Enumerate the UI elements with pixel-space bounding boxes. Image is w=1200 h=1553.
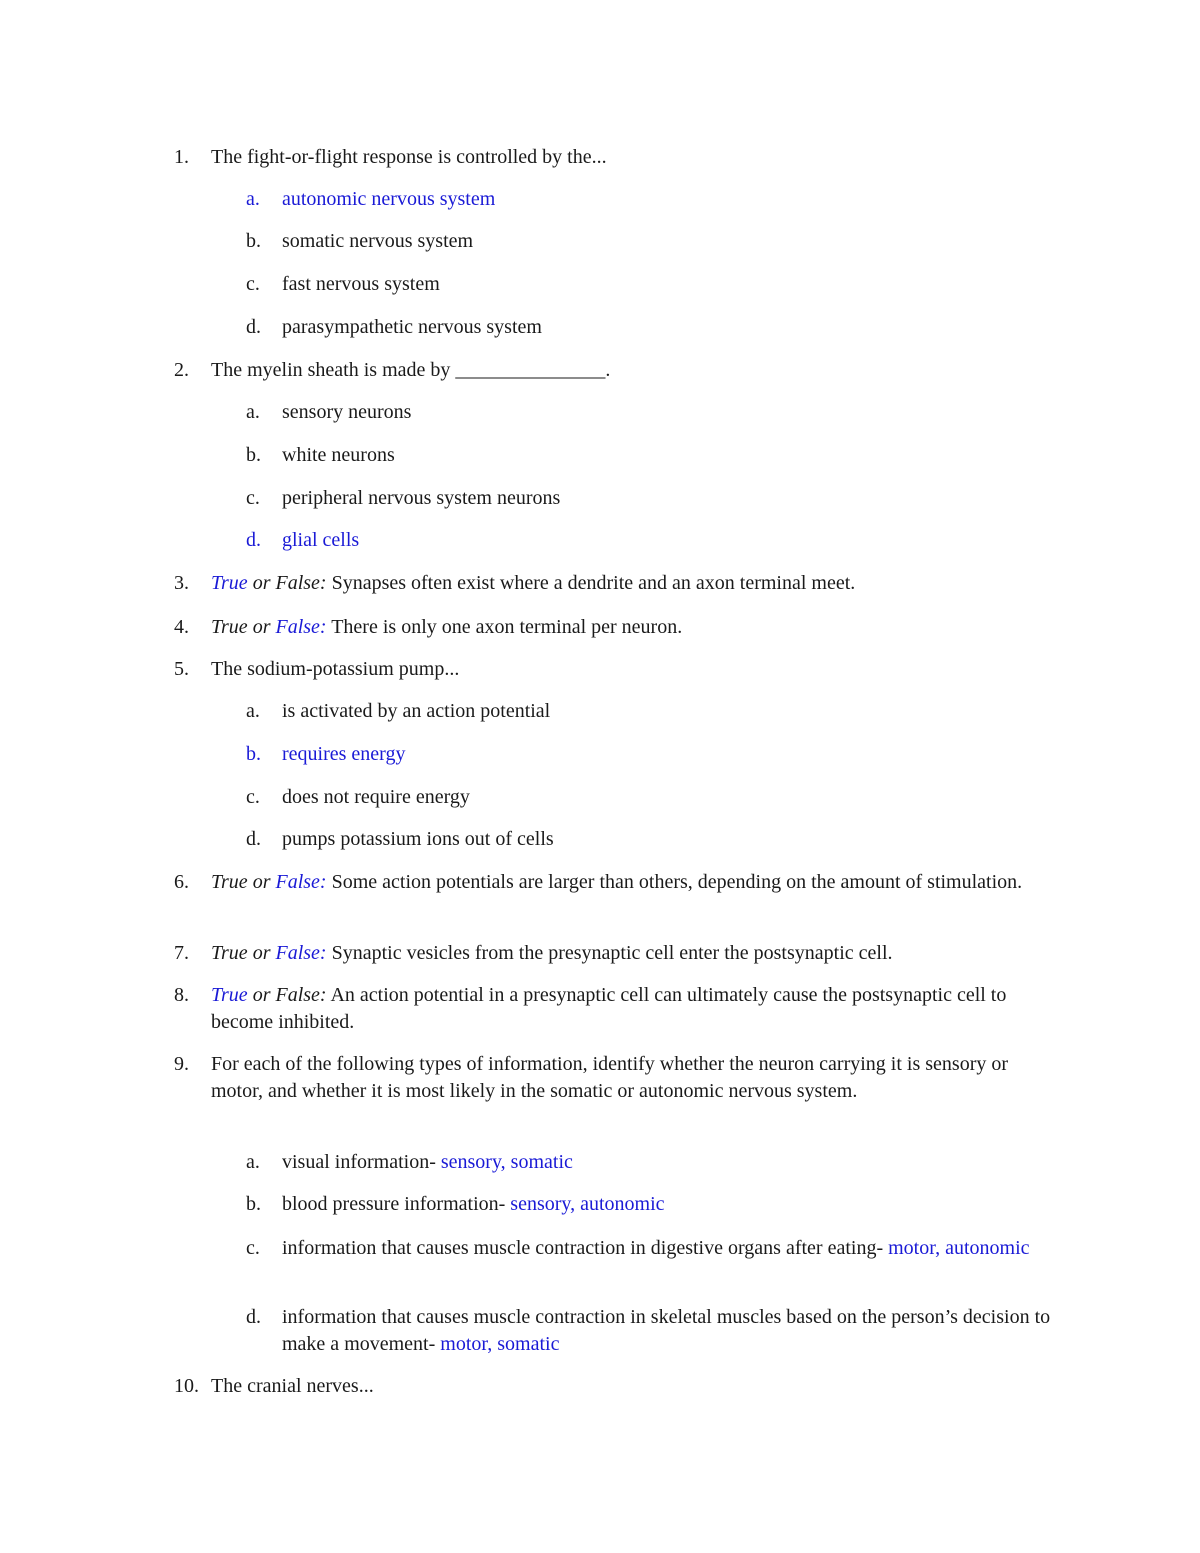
- option-letter: d.: [246, 316, 261, 338]
- question-number: 1.: [174, 146, 189, 168]
- option-letter: c.: [246, 786, 260, 808]
- question-text: For each of the following types of information, identify whether the neuron carrying it is sensory or motor, and whether it is most likely in the somatic or autonomic nervous system.: [211, 1053, 1009, 1102]
- option-9d: [246, 1304, 1076, 1358]
- true-label: True: [211, 572, 248, 594]
- question-9: [174, 1051, 1074, 1105]
- option-letter: d.: [246, 529, 261, 551]
- question-8: [174, 982, 1074, 1036]
- question-2: [174, 357, 1074, 384]
- question-text: [211, 869, 1061, 896]
- option-text: somatic nervous system: [282, 230, 474, 252]
- option-9b: [246, 1191, 1076, 1218]
- true-label: True: [211, 871, 248, 893]
- statement-text: There is only one axon terminal per neuron.: [326, 616, 683, 638]
- false-label: False:: [275, 616, 327, 638]
- option-text: [282, 1235, 1072, 1262]
- or-label: or: [247, 616, 276, 638]
- option-prompt: information that causes muscle contraction in digestive organs after eating-: [282, 1237, 889, 1259]
- question-number: 6.: [174, 871, 189, 893]
- option-text: [282, 1149, 1072, 1176]
- option-prompt: information that causes muscle contraction in skeletal muscles based on the person’s decision to make a movement-: [282, 1306, 1051, 1355]
- option-5b: [246, 741, 1076, 768]
- option-letter: c.: [246, 487, 260, 509]
- option-1c: [246, 271, 1076, 298]
- question-10: [174, 1373, 1074, 1400]
- statement-text: An action potential in a presynaptic cell can ultimately cause the postsynaptic cell to become inhibited.: [211, 984, 1007, 1033]
- option-answer: sensory, somatic: [440, 1151, 573, 1173]
- option-letter: a.: [246, 700, 260, 722]
- question-number: 8.: [174, 984, 189, 1006]
- question-6: [174, 869, 1074, 896]
- statement-text: Synapses often exist where a dendrite and an axon terminal meet.: [326, 572, 856, 594]
- option-text: white neurons: [282, 444, 395, 466]
- option-1d: [246, 314, 1076, 341]
- option-text: does not require energy: [282, 786, 470, 808]
- question-number: 10.: [174, 1375, 199, 1397]
- false-label: False:: [275, 942, 327, 964]
- question-7: [174, 940, 1074, 967]
- option-answer: motor, somatic: [440, 1333, 560, 1355]
- option-letter: a.: [246, 1151, 260, 1173]
- option-answer: motor, autonomic: [888, 1237, 1030, 1259]
- question-number: 4.: [174, 616, 189, 638]
- option-5c: [246, 784, 1076, 811]
- question-text: The cranial nerves...: [211, 1375, 374, 1397]
- or-label: or: [247, 942, 276, 964]
- false-label: False:: [275, 871, 327, 893]
- question-text: The sodium-potassium pump...: [211, 658, 460, 680]
- option-letter: d.: [246, 1306, 261, 1328]
- option-2b: [246, 442, 1076, 469]
- true-label: True: [211, 942, 248, 964]
- question-text: [211, 614, 1061, 641]
- true-label: True: [211, 984, 248, 1006]
- option-1a: [246, 186, 1076, 213]
- question-number: 3.: [174, 572, 189, 594]
- option-text: is activated by an action potential: [282, 700, 551, 722]
- option-2d: [246, 527, 1076, 554]
- question-3: [174, 570, 1074, 597]
- option-text: [282, 1304, 1072, 1358]
- question-1: [174, 144, 1074, 171]
- question-number: 7.: [174, 942, 189, 964]
- option-2a: [246, 399, 1076, 426]
- option-letter: c.: [246, 1237, 260, 1259]
- question-number: 9.: [174, 1053, 189, 1075]
- option-letter: b.: [246, 743, 261, 765]
- option-prompt: visual information-: [282, 1151, 441, 1173]
- statement-text: Some action potentials are larger than others, depending on the amount of stimulation.: [326, 871, 1023, 893]
- or-label: or: [247, 572, 276, 594]
- option-letter: b.: [246, 1193, 261, 1215]
- question-5: [174, 656, 1074, 683]
- option-prompt: blood pressure information-: [282, 1193, 511, 1215]
- option-text: fast nervous system: [282, 273, 440, 295]
- option-text: requires energy: [282, 743, 406, 765]
- true-label: True: [211, 616, 248, 638]
- option-letter: b.: [246, 230, 261, 252]
- option-text: [282, 1191, 1072, 1218]
- statement-text: Synaptic vesicles from the presynaptic cell enter the postsynaptic cell.: [326, 942, 893, 964]
- option-9a: [246, 1149, 1076, 1176]
- option-5d: [246, 826, 1076, 853]
- question-4: [174, 614, 1074, 641]
- question-text: [211, 982, 1061, 1036]
- question-number: 2.: [174, 359, 189, 381]
- option-letter: a.: [246, 401, 260, 423]
- option-9c: [246, 1235, 1076, 1262]
- option-text: glial cells: [282, 529, 360, 551]
- option-answer: sensory, autonomic: [510, 1193, 665, 1215]
- or-label: or: [247, 871, 276, 893]
- option-text: pumps potassium ions out of cells: [282, 828, 554, 850]
- question-text: The fight-or-flight response is controlled by the...: [211, 146, 607, 168]
- option-2c: [246, 485, 1076, 512]
- question-text: The myelin sheath is made by _______________.: [211, 359, 611, 381]
- option-letter: c.: [246, 273, 260, 295]
- option-1b: [246, 228, 1076, 255]
- false-label: False:: [275, 572, 327, 594]
- question-text: [211, 940, 1061, 967]
- option-text: autonomic nervous system: [282, 188, 496, 210]
- question-number: 5.: [174, 658, 189, 680]
- option-text: parasympathetic nervous system: [282, 316, 542, 338]
- option-5a: [246, 698, 1076, 725]
- option-text: sensory neurons: [282, 401, 412, 423]
- option-text: peripheral nervous system neurons: [282, 487, 561, 509]
- or-label: or: [247, 984, 276, 1006]
- question-text: [211, 570, 1061, 597]
- option-letter: d.: [246, 828, 261, 850]
- option-letter: a.: [246, 188, 260, 210]
- option-letter: b.: [246, 444, 261, 466]
- false-label: False:: [275, 984, 327, 1006]
